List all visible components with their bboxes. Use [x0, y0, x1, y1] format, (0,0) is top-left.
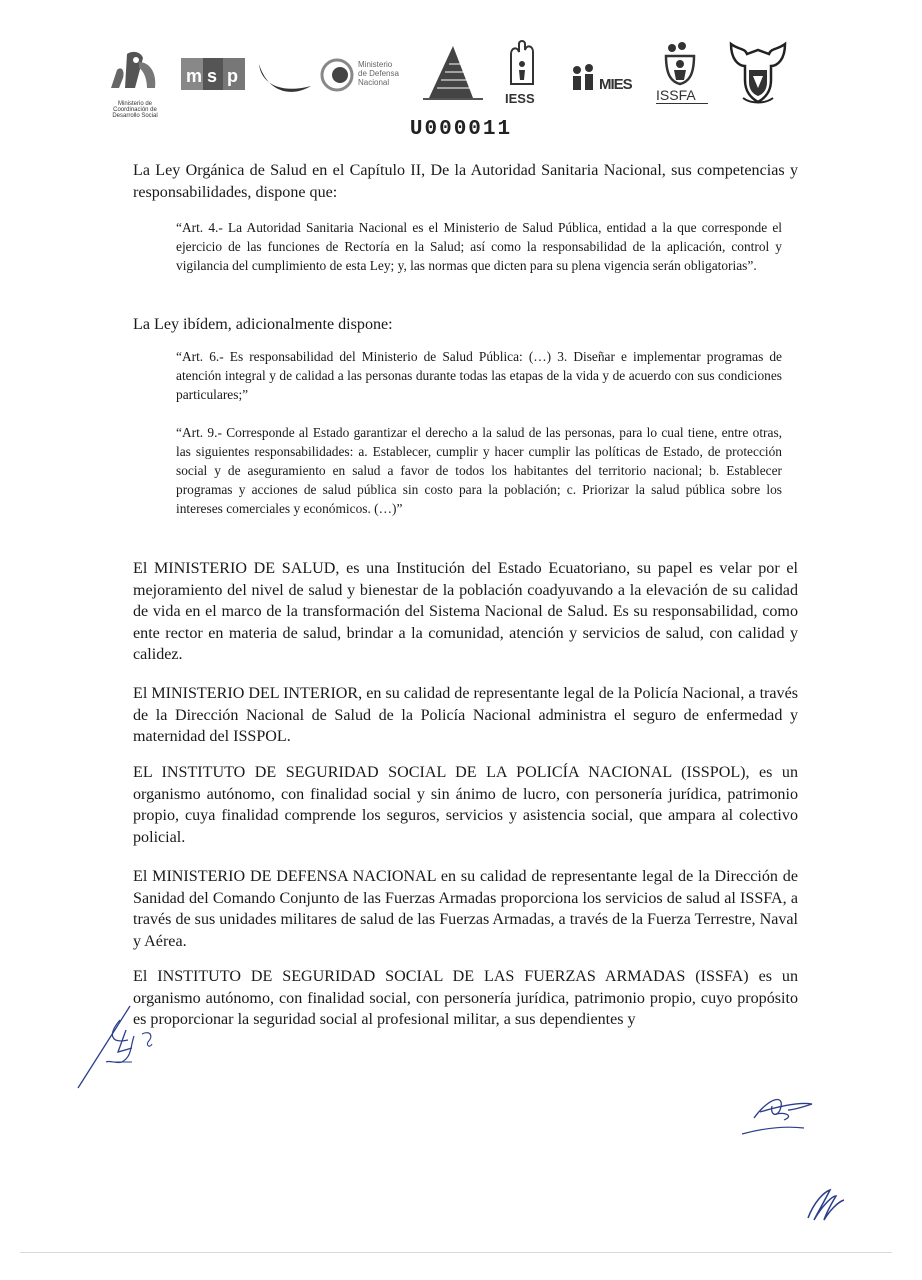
paragraph-ley-organica: La Ley Orgánica de Salud en el Capítulo II, De la Autoridad Sanitaria Nacional, sus competencias y responsabilidades, dispone que:	[133, 162, 798, 201]
defensa-caption-line-3: Nacional	[358, 78, 390, 87]
signature-left	[70, 1000, 180, 1095]
iess-logo	[499, 40, 549, 104]
signature-right-upper	[740, 1088, 820, 1138]
coordination-ministry-caption: Ministerio de Coordinación de Desarrollo Social	[112, 101, 158, 119]
svg-text:m: m	[186, 66, 203, 86]
shield-logo	[725, 40, 791, 106]
document-number: U000011	[409, 118, 513, 141]
issfa-caption: ISSFA	[656, 87, 708, 104]
swoosh-logo	[255, 60, 315, 100]
paragraph-issfa: El INSTITUTO DE SEGURIDAD SOCIAL DE LAS FUERZAS ARMADAS (ISSFA) es un organismo autónomo, con finalidad social, con personería jurídica, patrimonio propio, cuyo propósito es proporcionar la seguridad social al profesional militar, a sus dependientes y	[133, 968, 798, 1028]
paragraph-ministerio-salud: El MINISTERIO DE SALUD, es una Institución del Estado Ecuatoriano, su papel es velar por el mejoramiento del nivel de salud y bienestar de la población coadyuvando a la elevación de su calidad de vida en el marco de la transformación del Sistema Nacional de Salud. Es su responsabilidad, como ente rector en materia de salud, brindar a la comunidad, atención y servicios de salud, con calidad y calidez.	[133, 560, 798, 663]
isspol-logo	[423, 42, 485, 102]
mies-logo	[569, 56, 649, 100]
signature-right-lower	[800, 1182, 850, 1224]
msp-logo	[181, 54, 245, 94]
paragraph-ley-ibidem: La Ley ibídem, adicionalmente dispone:	[133, 316, 393, 333]
paragraph-ministerio-interior: El MINISTERIO DEL INTERIOR, en su calidad de representante legal de la Policía Nacional, a través de la Dirección Nacional de Salud de la Policía Nacional administra el seguro de enfermedad y maternidad del ISSPOL.	[133, 685, 798, 745]
coordination-ministry-logo	[105, 48, 165, 119]
institution-logo-strip	[105, 40, 795, 119]
mies-caption: MIES	[599, 76, 632, 93]
svg-text:p: p	[227, 66, 238, 86]
defensa-logo	[320, 54, 420, 100]
quote-art-9: “Art. 9.- Corresponde al Estado garantizar el derecho a la salud de las personas, para lo cual tiene, entre otras, las siguientes responsabilidades: a. Establecer, cumplir y hacer cumplir las políticas de Estado, de protección social y de aseguramiento en salud a favor de todos los habitantes del territorio nacional; b. Establecer programas y acciones de salud pública sin costo para la población; c. Priorizar la salud pública sobre los intereses comerciales y económicos. (…)”	[176, 425, 782, 516]
scan-edge-line	[20, 1252, 892, 1253]
defensa-caption-line-1: Ministerio	[358, 60, 393, 69]
svg-text:s: s	[207, 66, 218, 86]
iess-caption: IESS	[505, 91, 535, 106]
quote-art-6: “Art. 6.- Es responsabilidad del Ministerio de Salud Pública: (…) 3. Diseñar e implementar programas de atención integral y de calidad a las personas durante todas las etapas de la vida y de acuerdo con sus condiciones particulares;”	[176, 349, 782, 402]
issfa-logo	[650, 40, 712, 104]
defensa-caption-line-2: de Defensa	[358, 69, 399, 78]
quote-art-4: “Art. 4.- La Autoridad Sanitaria Nacional es el Ministerio de Salud Pública, entidad a la que corresponde el ejercicio de las funciones de Rectoría en la Salud; así como la responsabilidad de la aplicación, control y vigilancia del cumplimiento de esta Ley; y, las normas que dicten para su plena vigencia serán obligatorias”.	[176, 220, 782, 273]
paragraph-ministerio-defensa: El MINISTERIO DE DEFENSA NACIONAL en su calidad de representante legal de la Dirección de Sanidad del Comando Conjunto de las Fuerzas Armadas proporciona los servicios de salud al ISSFA, a través de sus unidades militares de salud de las Fuerzas Armadas, a través de la Fuerza Terrestre, Naval y Aérea.	[133, 868, 798, 950]
paragraph-isspol: EL INSTITUTO DE SEGURIDAD SOCIAL DE LA POLICÍA NACIONAL (ISSPOL), es un organismo autónomo, con finalidad social y sin ánimo de lucro, con personería jurídica, patrimonio propio, cuya finalidad comprende los seguros, servicios y asistencia social, que ampara al colectivo policial.	[133, 764, 798, 846]
